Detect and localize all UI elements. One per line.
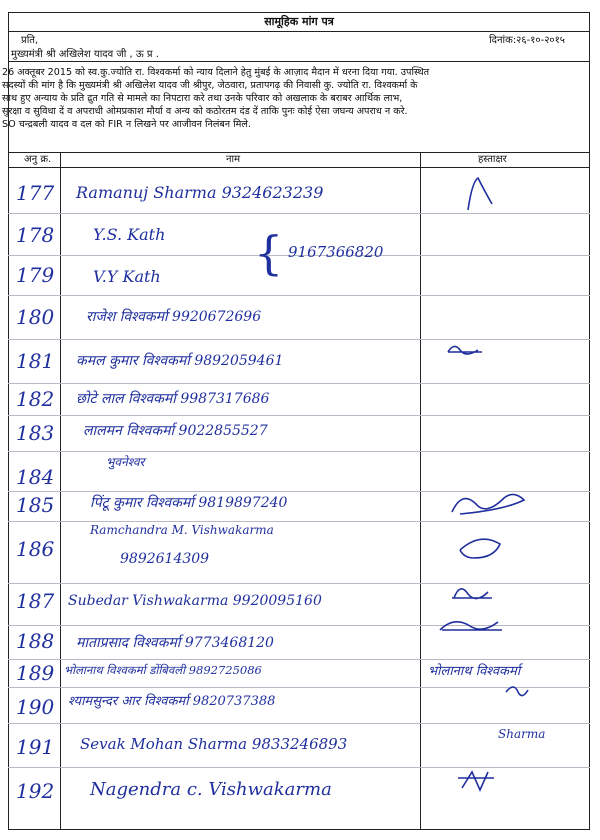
row-name: Sevak Mohan Sharma 9833246893: [80, 735, 348, 753]
signature-187: [452, 589, 492, 599]
column-header-signature: हस्ताक्षर: [478, 154, 507, 165]
row-name: राजेश विश्वकर्मा 9920672696: [86, 309, 262, 325]
row-name: V.Y Kath: [93, 267, 161, 286]
row-name: माताप्रसाद विश्वकर्मा 9773468120: [76, 635, 274, 651]
row-name: श्यामसुन्दर आर विश्वकर्मा 9820737388: [68, 694, 276, 709]
signature-190: [506, 687, 528, 696]
row-name: Ramchandra M. Vishwakarma: [90, 523, 274, 537]
date-label: दिनांक:२६-१०-२०१५: [489, 35, 565, 46]
row-number: 188: [16, 629, 55, 653]
signature-192: [458, 772, 494, 790]
row-phone: 9892614309: [120, 551, 210, 567]
row-number: 178: [16, 223, 55, 247]
row-name: पिंटू कुमार विश्वकर्मा 9819897240: [90, 495, 288, 511]
signature-177: [468, 178, 492, 210]
row-number: 184: [16, 465, 55, 489]
body-line: सदस्यों की मांग है कि मुख्यमंत्री श्री अखिलेश यादव जी श्रीपुर, जेठवारा, प्रतापगढ़ की निवासी कु. ज्योति रा. विश्वकर्मा के: [2, 80, 418, 91]
row-signature: Sharma: [498, 727, 546, 741]
row-name: लालमन विश्वकर्मा 9022855527: [83, 423, 268, 439]
document-title: सामूहिक मांग पत्र: [9, 13, 589, 32]
row-number: 185: [16, 493, 55, 517]
addressee: मुख्यमंत्री श्री अखिलेश यादव जी , ऊ प्र .: [11, 49, 159, 60]
row-name: कमल कुमार विश्वकर्मा 9892059461: [76, 353, 284, 369]
row-number: 179: [16, 263, 55, 287]
row-number: 189: [16, 661, 55, 685]
row-number: 181: [16, 349, 55, 373]
row-name: भुवनेश्वर: [106, 455, 145, 469]
signature-181: [448, 346, 482, 354]
row-number: 177: [16, 181, 55, 205]
signature-185: [452, 494, 524, 514]
signature-188: [440, 622, 502, 630]
body-line: SO चन्द्रबली यादव व दल को FIR न लिखने पर आजीवन निलंबन मिले.: [2, 119, 251, 130]
row-number: 192: [16, 779, 55, 803]
body-line: सुरक्षा व सुविधा दें व अपराधी ओमप्रकाश मौर्या व अन्य को कठोरतम दंड दें ताकि पुनः कोई ऐसा जघन्य अपराध न करे.: [2, 106, 408, 117]
prati-label: प्रति,: [21, 35, 39, 46]
signature-186: [460, 539, 500, 558]
row-name: भोलानाथ विश्वकर्मा डोंबिवली 9892725086: [64, 663, 262, 677]
row-phone: 9167366820: [288, 243, 384, 261]
brace-mark: {: [254, 226, 284, 280]
row-number: 187: [16, 589, 55, 613]
body-line: साथ हुए अन्याय के प्रति द्रुत गति से मामले का निपटारा करे तथा उनके परिवार को अखलाक के बराबर आर्थिक लाभ,: [2, 93, 403, 104]
body-line: 26 अक्तूबर 2015 को स्व.कु.ज्योति रा. विश्वकर्मा को न्याय दिलाने हेतु मुंबई के आज़ाद मैदान में धरना दिया गया. उपस्थित: [2, 67, 430, 78]
row-name: छोटे लाल विश्वकर्मा 9987317686: [76, 391, 270, 407]
row-number: 190: [16, 695, 55, 719]
row-number: 180: [16, 305, 55, 329]
row-name: Ramanuj Sharma 9324623239: [76, 183, 324, 202]
row-number: 182: [16, 387, 55, 411]
row-number: 183: [16, 421, 55, 445]
column-header-name: नाम: [226, 154, 241, 165]
row-signature: भोलानाथ विश्वकर्मा: [428, 664, 521, 679]
column-header-number: अनु क्र.: [24, 154, 52, 165]
row-number: 186: [16, 537, 55, 561]
row-number: 191: [16, 735, 55, 759]
row-name: Y.S. Kath: [93, 225, 166, 244]
row-name: Subedar Vishwakarma 9920095160: [68, 593, 322, 609]
row-name: Nagendra c. Vishwakarma: [90, 779, 332, 800]
